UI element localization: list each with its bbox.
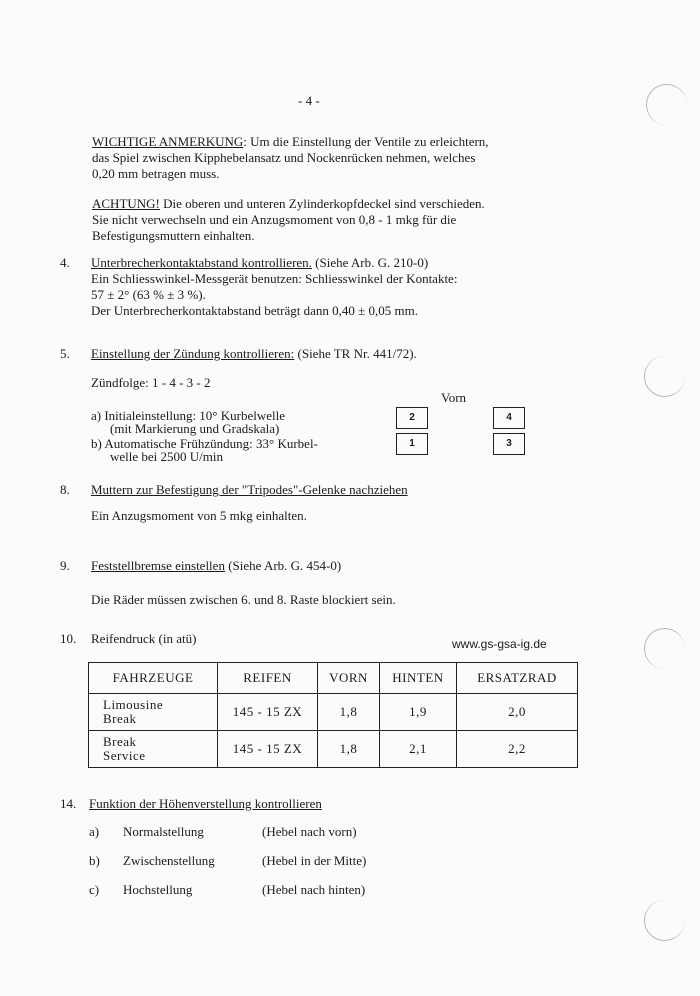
table-row bbox=[89, 731, 578, 768]
section-9-title: Feststellbremse einstellen bbox=[91, 558, 225, 573]
table-cell-tire: 145 - 15 ZX bbox=[218, 731, 318, 768]
column-header: FAHRZEUGE bbox=[89, 663, 218, 694]
ignition-b bbox=[91, 437, 318, 463]
section-5-ref: (Siehe TR Nr. 441/72). bbox=[294, 346, 417, 361]
note-achtung-line3: Befestigungsmuttern einhalten. bbox=[92, 228, 255, 243]
cylinder-box-1: 1 bbox=[396, 433, 428, 455]
list-item-desc: (Hebel nach hinten) bbox=[262, 882, 366, 897]
section-8-title: Muttern zur Befestigung der "Tripodes"-Gelenke nachziehen bbox=[91, 482, 408, 497]
section-4-line1: Ein Schliesswinkel-Messgerät benutzen: Schliesswinkel der Kontakte: bbox=[91, 271, 458, 286]
column-header: REIFEN bbox=[218, 663, 318, 694]
table-cell-spare: 2,2 bbox=[457, 731, 578, 768]
table-cell-rear: 2,1 bbox=[380, 731, 457, 768]
section-4-title: Unterbrecherkontaktabstand kontrollieren. bbox=[91, 255, 312, 270]
section-4-ref: (Siehe Arb. G. 210-0) bbox=[311, 255, 429, 270]
section-9-heading bbox=[91, 558, 341, 574]
vehicle-line2: Break bbox=[103, 711, 137, 726]
list-item-name: Hochstellung bbox=[123, 882, 193, 897]
section-4-line2: 57 ± 2° (63 % ± 3 %). bbox=[91, 287, 206, 302]
section-5-heading bbox=[91, 346, 417, 362]
section-10-title: Reifendruck (in atü) bbox=[91, 631, 197, 646]
firing-order: Zündfolge: 1 - 4 - 3 - 2 bbox=[91, 375, 211, 390]
table-header-row bbox=[89, 663, 578, 694]
table-cell-front: 1,8 bbox=[318, 731, 380, 768]
section-5-title: Einstellung der Zündung kontrollieren: bbox=[91, 346, 295, 361]
table-cell-rear: 1,9 bbox=[380, 694, 457, 731]
note-wichtig-line2: das Spiel zwischen Kipphebelansatz und Nockenrücken nehmen, welches bbox=[92, 150, 476, 165]
table-row bbox=[89, 694, 578, 731]
page-number: - 4 - bbox=[298, 93, 320, 108]
ignition-b-line1: b) Automatische Frühzündung: 33° Kurbel- bbox=[91, 436, 318, 451]
website-label: www.gs-gsa-ig.de bbox=[452, 637, 547, 651]
cylinder-box-4: 4 bbox=[493, 407, 525, 429]
list-item-desc: (Hebel in der Mitte) bbox=[262, 853, 367, 868]
section-4-line3: Der Unterbrecherkontaktabstand beträgt dann 0,40 ± 0,05 mm. bbox=[91, 303, 418, 318]
section-9-number: 9. bbox=[60, 558, 70, 573]
vehicle-line2: Service bbox=[103, 748, 146, 763]
note-achtung-line2: Sie nicht verwechseln und ein Anzugsmoment von 0,8 - 1 mkg für die bbox=[92, 212, 457, 227]
ignition-b-line2: welle bei 2500 U/min bbox=[110, 449, 224, 464]
table-cell-tire: 145 - 15 ZX bbox=[218, 694, 318, 731]
list-item-name: Zwischenstellung bbox=[123, 853, 215, 868]
punch-hole-mark bbox=[646, 84, 687, 125]
note-achtung-label: ACHTUNG! bbox=[92, 196, 160, 211]
section-4 bbox=[91, 255, 457, 319]
punch-hole-mark bbox=[644, 628, 685, 669]
list-item-letter: a) bbox=[89, 824, 100, 839]
section-14-title: Funktion der Höhenverstellung kontrollieren bbox=[89, 796, 322, 811]
note-wichtig-label: WICHTIGE ANMERKUNG bbox=[92, 134, 244, 149]
section-9-ref: (Siehe Arb. G. 454-0) bbox=[224, 558, 342, 573]
note-wichtig-line3: 0,20 mm betragen muss. bbox=[92, 166, 220, 181]
vehicle-line1: Break bbox=[103, 734, 137, 749]
ignition-a bbox=[91, 409, 285, 435]
table-cell-vehicle bbox=[89, 694, 218, 731]
note-achtung-line1: Die oberen und unteren Zylinderkopfdeckel sind verschieden. bbox=[159, 196, 485, 211]
table-cell-front: 1,8 bbox=[318, 694, 380, 731]
punch-hole-mark bbox=[644, 900, 685, 941]
section-9-line1: Die Räder müssen zwischen 6. und 8. Raste blockiert sein. bbox=[91, 592, 396, 607]
column-header: VORN bbox=[318, 663, 380, 694]
section-5-number: 5. bbox=[60, 346, 70, 361]
list-item-name: Normalstellung bbox=[123, 824, 204, 839]
column-header: ERSATZRAD bbox=[457, 663, 578, 694]
vehicle-line1: Limousine bbox=[103, 697, 164, 712]
section-8-line1: Ein Anzugsmoment von 5 mkg einhalten. bbox=[91, 508, 307, 523]
tire-pressure-table bbox=[88, 662, 578, 768]
cylinder-box-3: 3 bbox=[493, 433, 525, 455]
list-item-letter: c) bbox=[89, 882, 100, 897]
note-wichtig bbox=[92, 134, 489, 182]
list-item-desc: (Hebel nach vorn) bbox=[262, 824, 357, 839]
punch-hole-mark bbox=[644, 356, 685, 397]
list-item-letter: b) bbox=[89, 853, 100, 868]
section-4-number: 4. bbox=[60, 255, 70, 270]
ignition-a-line1: a) Initialeinstellung: 10° Kurbelwelle bbox=[91, 408, 286, 423]
table-cell-spare: 2,0 bbox=[457, 694, 578, 731]
ignition-a-line2: (mit Markierung und Gradskala) bbox=[110, 421, 280, 436]
section-10-number: 10. bbox=[60, 631, 77, 646]
section-14-number: 14. bbox=[60, 796, 77, 811]
note-achtung bbox=[92, 196, 485, 244]
table-cell-vehicle bbox=[89, 731, 218, 768]
section-8-number: 8. bbox=[60, 482, 70, 497]
note-wichtig-line1: : Um die Einstellung der Ventile zu erleichtern, bbox=[243, 134, 489, 149]
column-header: HINTEN bbox=[380, 663, 457, 694]
cylinder-box-2: 2 bbox=[396, 407, 428, 429]
vorn-label: Vorn bbox=[441, 390, 467, 405]
